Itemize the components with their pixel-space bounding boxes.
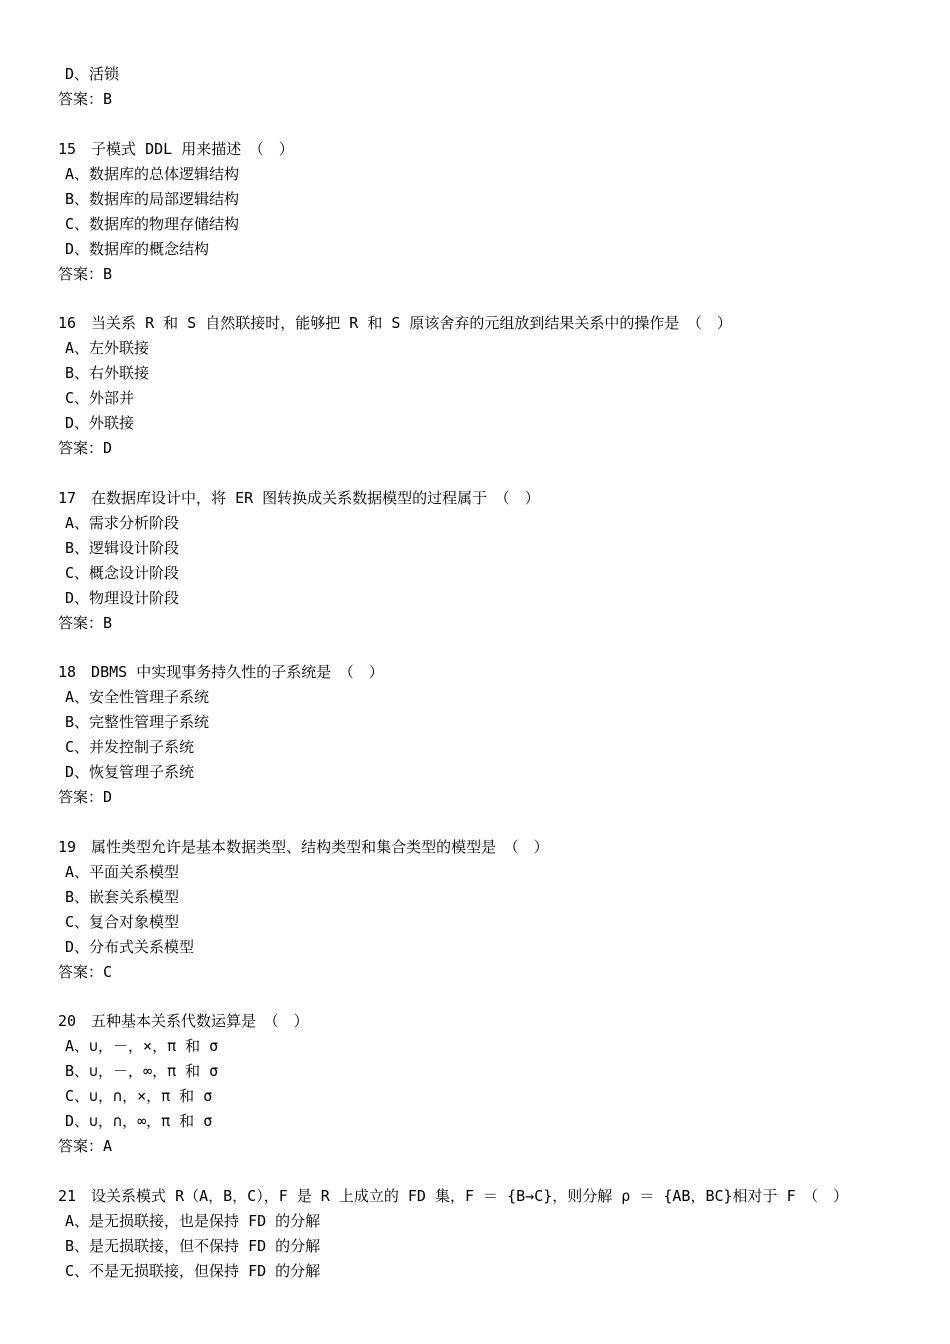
option-b: B、是无损联接，但不保持 FD 的分解 [65, 1236, 321, 1255]
option-b: B、右外联接 [65, 364, 150, 382]
question-stem: 19 属性类型允许是基本数据类型、结构类型和集合类型的模型是 （ ） [58, 837, 549, 856]
option-a: A、安全性管理子系统 [65, 688, 210, 706]
answer: 答案：B [58, 613, 113, 632]
option-b: B、嵌套关系模型 [65, 887, 180, 906]
question-16 [58, 311, 918, 461]
option-d: D、∪，∩，∞，π 和 σ [65, 1112, 213, 1130]
question-20 [58, 1009, 918, 1159]
option-d: D、物理设计阶段 [65, 588, 180, 607]
answer: 答案：D [58, 439, 113, 457]
option-c: C、数据库的物理存储结构 [65, 214, 240, 233]
question-stem: 17 在数据库设计中，将 ER 图转换成关系数据模型的过程属于 （ ） [58, 488, 540, 507]
option-c: C、并发控制子系统 [65, 738, 195, 756]
option-a: A、平面关系模型 [65, 862, 180, 881]
option-c: C、复合对象模型 [65, 912, 180, 931]
option-c: C、∪，∩，×，π 和 σ [65, 1087, 213, 1105]
question-stem: 16 当关系 R 和 S 自然联接时，能够把 R 和 S 原该舍弃的元组放到结果关系中的操作是 （ ） [58, 314, 732, 332]
question-stem: 21 设关系模式 R（A，B，C），F 是 R 上成立的 FD 集，F ＝ {B→C}，则分解 ρ ＝ {AB，BC}相对于 F （ ） [58, 1186, 849, 1205]
answer: 答案：B [58, 90, 113, 108]
option-b: B、数据库的局部逻辑结构 [65, 189, 240, 208]
option-a: A、∪，－，×，π 和 σ [65, 1037, 219, 1055]
answer: 答案：B [58, 264, 113, 283]
option-b: B、∪，－，∞，π 和 σ [65, 1062, 219, 1080]
question-17 [58, 486, 918, 636]
option-a: A、是无损联接，也是保持 FD 的分解 [65, 1211, 321, 1230]
question-15 [58, 137, 918, 287]
option-d: D、外联接 [65, 414, 135, 432]
question-18 [58, 660, 918, 810]
question-stem: 18 DBMS 中实现事务持久性的子系统是 （ ） [58, 663, 384, 681]
option-c: C、概念设计阶段 [65, 563, 180, 582]
question-stem: 15 子模式 DDL 用来描述 （ ） [58, 139, 294, 158]
option-b: B、逻辑设计阶段 [65, 538, 180, 557]
question-stem: 20 五种基本关系代数运算是 （ ） [58, 1012, 309, 1030]
answer: 答案：A [58, 1137, 113, 1155]
option-c: C、不是无损联接，但保持 FD 的分解 [65, 1261, 321, 1280]
question-prefix [58, 62, 918, 112]
option-d: D、恢复管理子系统 [65, 763, 195, 781]
option-a: A、左外联接 [65, 339, 150, 357]
option-c: C、外部并 [65, 389, 135, 407]
answer: 答案：C [58, 962, 113, 981]
document-page [58, 62, 918, 1284]
option: D、活锁 [65, 65, 120, 83]
answer: 答案：D [58, 788, 113, 806]
option-a: A、数据库的总体逻辑结构 [65, 164, 240, 183]
question-19 [58, 835, 918, 985]
option-b: B、完整性管理子系统 [65, 713, 210, 731]
question-21 [58, 1184, 918, 1284]
option-a: A、需求分析阶段 [65, 513, 180, 532]
option-d: D、分布式关系模型 [65, 937, 195, 956]
option-d: D、数据库的概念结构 [65, 239, 210, 258]
